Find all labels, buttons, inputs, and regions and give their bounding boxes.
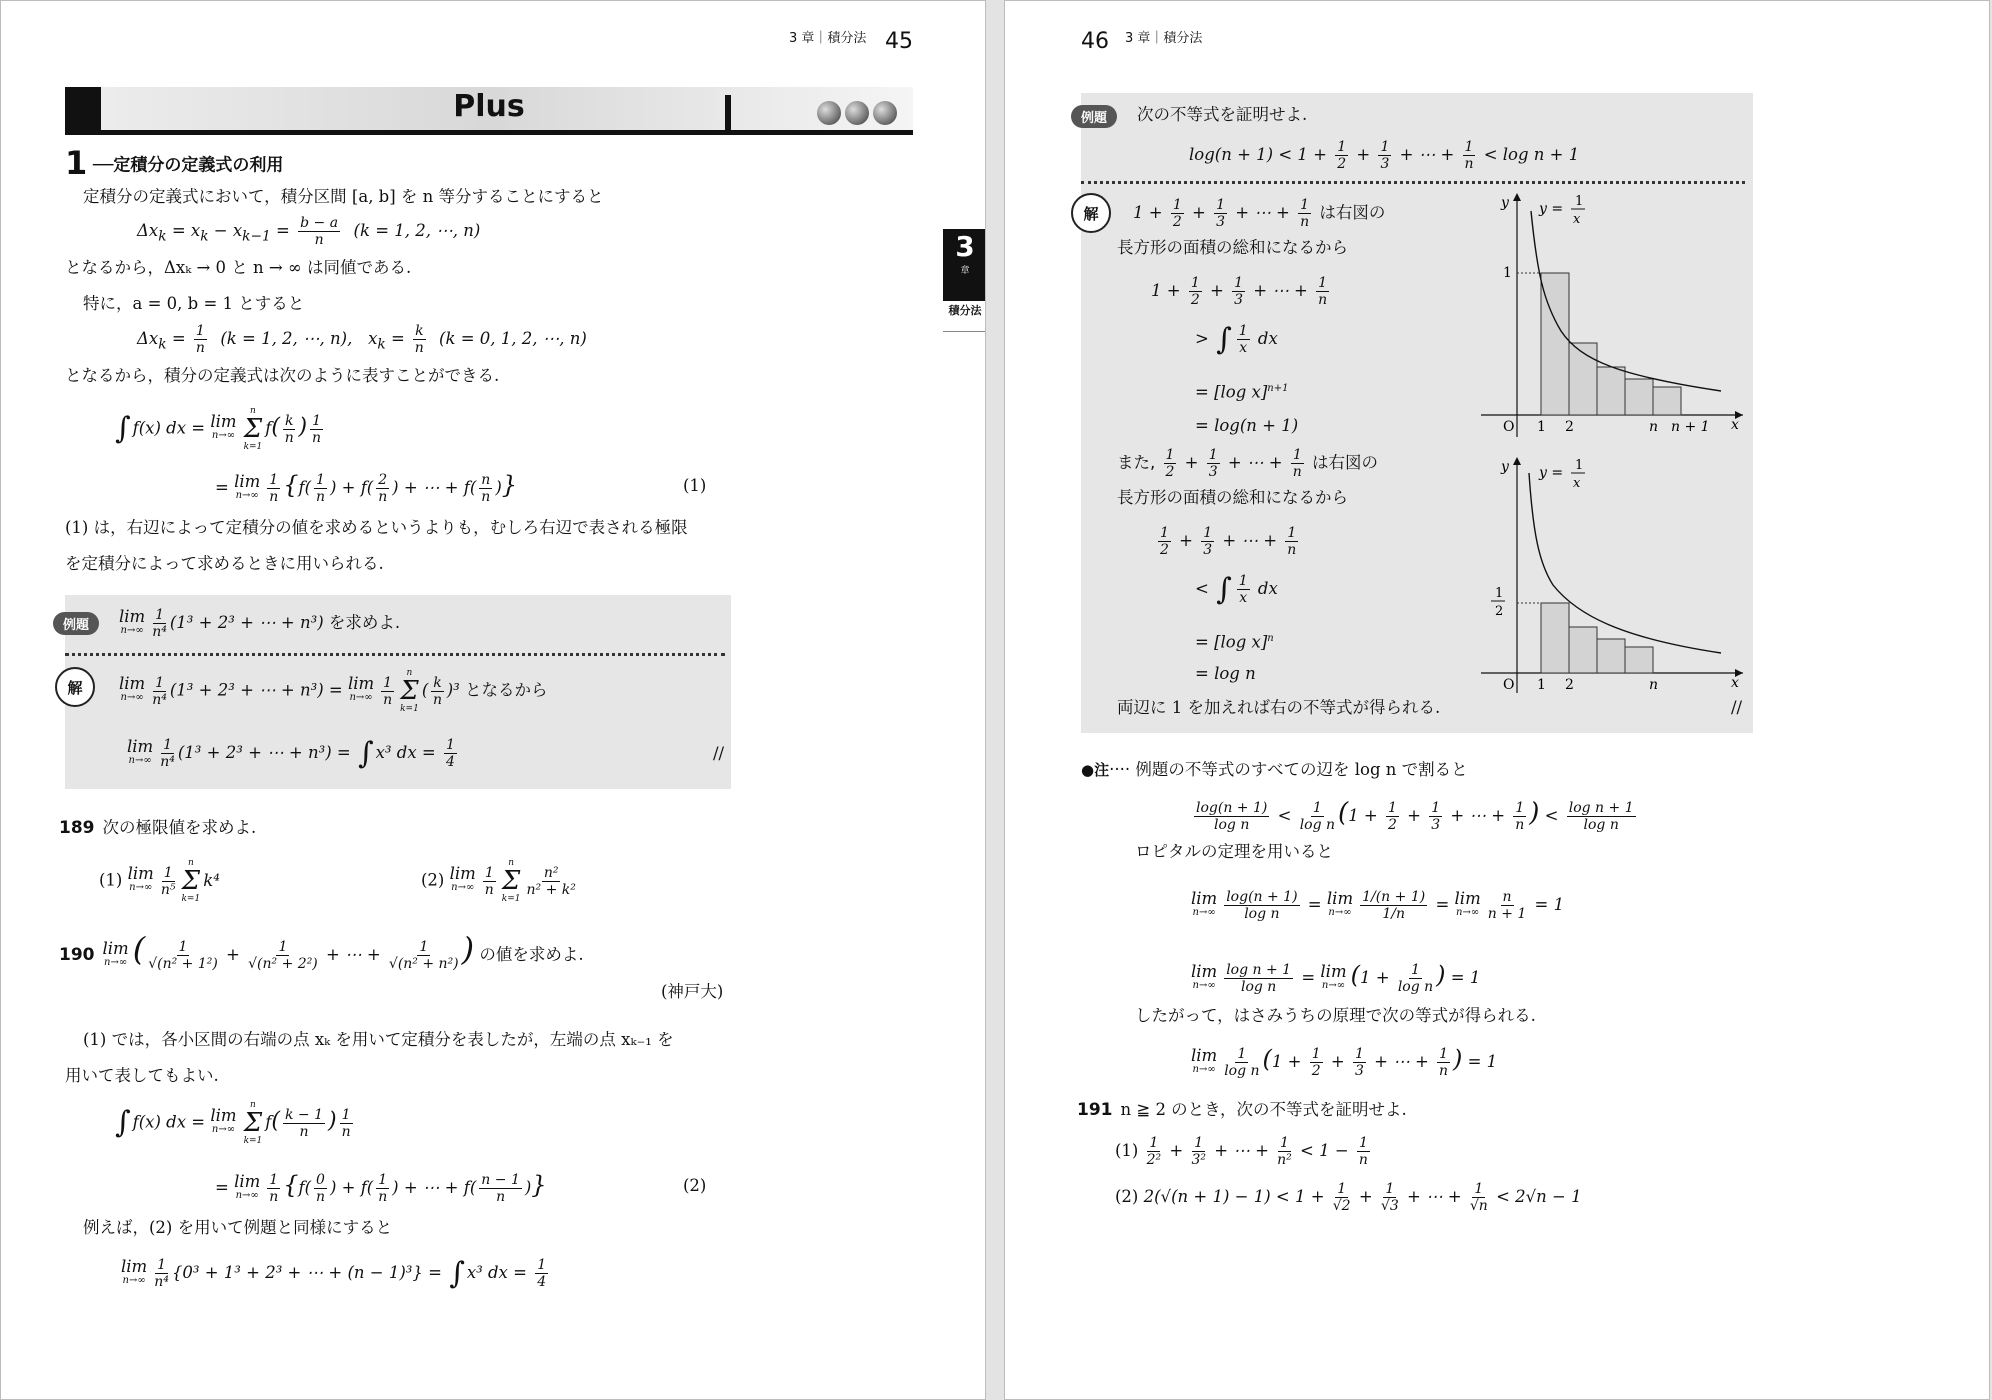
paragraph: 用いて表してもよい. [65,1066,219,1085]
example-badge: 例題 [53,612,99,635]
part-label: (1) [1115,1141,1139,1160]
problem-189-part: (2) lim n→∞ $\frac{1}{n}$ n Σ k=1 $\frac{\text{n²}}{\text{n² + k²}}$ [421,858,576,904]
banner-dot-icon [845,101,869,125]
plus-banner-title: Plus [453,89,525,124]
right-page-number: 46 [1081,29,1109,54]
right-page [1004,0,1990,1400]
equation: = lim n→∞ $\frac{1}{n}$ {f( $\frac{0}{n}$ ) + f( $\frac{1}{n}$ ) + ⋯ + f( $\frac{n - 1}{n}$ )} [215,1171,547,1205]
qed-mark: // [713,744,725,763]
right-running-header: 3 章｜積分法 [1125,31,1203,46]
paragraph: を定積分によって求めるときに用いられる. [65,554,384,573]
note-equation: lim n→∞ $\frac{\text{log n + 1}}{\text{log n}}$ = lim n→∞ (1 + $\frac{1}{\text{log n}}$ ) = 1 [1191,961,1481,995]
problem-text: n ≧ 2 のとき，次の不等式を証明せよ. [1120,1100,1407,1119]
equation: $\Delta x_k = x_k - x_{k-1}$ = $\frac{b - a}{n}$ (k = 1, 2, ⋯, n) [137,215,481,248]
curve-label-den: x [1573,212,1581,227]
problem-number: 190 [59,945,95,965]
part-label: (2) [421,870,445,890]
graph-y-label: y [1501,459,1509,475]
banner-dot-icon [873,101,897,125]
solution-text: は右図の [1311,453,1378,472]
solution-step: lim n→∞ $\frac{1}{\text{n⁴}}$ (1³ + 2³ + ⋯ + n³) = ∫ x³ dx = $\frac{1}{4}$ [127,735,455,771]
solution-step: > ∫ $\frac{1}{x}$ dx [1195,321,1278,357]
note-text: したがって，はさみうちの原理で次の等式が得られる. [1135,1006,1536,1025]
paragraph: 特に，a = 0, b = 1 とすると [83,294,305,313]
equation: ∫ f(x) dx = lim n→∞ n Σ k=1 f( $\frac{k - 1}{n}$ ) $\frac{1}{n}$ [115,1100,351,1146]
equation: $\Delta x_k$ = $\frac{1}{n}$ (k = 1, 2, ⋯, n), $x_k$ = $\frac{k}{n}$ (k = 0, 1, 2, ⋯, n) [137,323,587,356]
paragraph: (1) では，各小区間の右端の点 xₖ を用いて定積分を表したが，左端の点 xₖ₋₁ を [83,1030,674,1049]
solution-step: また, $\frac{1}{2}$ + $\frac{1}{3}$ + ⋯ + $\frac{1}{n}$ は右図の [1117,447,1378,480]
note-label: ●注 [1081,761,1110,779]
solution-step: = [log x]$^n$ [1195,632,1274,652]
riemann-lower-graph [1481,453,1751,697]
equation-label: (1) [683,476,707,495]
dotted-divider [65,653,725,656]
example-suffix: を求めよ. [328,613,401,632]
graph-tick-label: 1 [1537,677,1546,693]
solution-step: $\frac{1}{2}$ + $\frac{1}{3}$ + ⋯ + $\frac{1}{n}$ [1160,525,1297,558]
chapter-tab-number: 3 [955,230,975,263]
chapter-tab-title: 積分法 [943,305,986,332]
problem-190: 190 lim n→∞ ( $\frac{1}{\text{√(n² + 1²)}}$ + $\frac{1}{\text{√(n² + 2²)}}$ + ⋯ + $\frac{1}{\text{√(n² + n²)}}$ ) の値を求めよ. [59,930,584,972]
example-problem: lim n→∞ $\frac{1}{\text{n⁴}}$ (1³ + 2³ + ⋯ + n³) を求めよ. [119,606,401,640]
equation: ∫ f(x) dx = lim n→∞ n Σ k=1 f( $\frac{k}{n}$ ) $\frac{1}{n}$ [115,406,322,452]
graph-tick-label: n + 1 [1671,419,1710,435]
note-heading: ●注···· 例題の不等式のすべての辺を log n で割ると [1081,760,1468,779]
paragraph: となるから，積分の定義式は次のように表すことができる. [65,366,500,385]
equation: = lim n→∞ $\frac{1}{n}$ {f( $\frac{1}{n}$ ) + f( $\frac{2}{n}$ ) + ⋯ + f( $\frac{n}{n}$ )} [215,471,518,505]
graph-x-label: x [1731,675,1739,691]
solution-step: lim n→∞ $\frac{1}{\text{n⁴}}$ (1³ + 2³ + ⋯ + n³) = lim n→∞ $\frac{1}{n}$ n Σ k=1 ( $\frac{k}{n}$ )³ となるから [119,668,548,714]
example-text: 次の不等式を証明せよ. [1137,105,1308,124]
solution-text: は右図の [1319,203,1386,222]
left-running-header: 3 章｜積分法 [789,31,867,46]
graph-tick-label: 2 [1565,419,1574,435]
example-badge: 例題 [1071,105,1117,128]
curve-label-den: x [1573,476,1581,491]
problem-191 [1077,1097,1407,1123]
part-label: (1) [99,870,123,890]
riemann-upper-graph [1481,191,1751,441]
graph-tick-label: 1 [1503,265,1512,281]
chapter-tab-suffix: 章 [960,266,970,276]
solution-text: 長方形の面積の総和になるから [1117,488,1348,507]
section-title: ──定積分の定義式の利用 [92,155,284,176]
problem-189-part: (1) lim n→∞ $\frac{1}{\text{n⁵}}$ n Σ k=1 k⁴ [99,858,220,904]
problem-191-part: (2) 2(√(n + 1) − 1) < 1 + $\frac{1}{√2}$ + $\frac{1}{√3}$ + ⋯ + $\frac{1}{√n}$ < 2√n − 1 [1115,1181,1582,1214]
solution-step: = [log x]$^{n+1}$ [1195,382,1289,402]
solution-text: また, [1117,453,1156,472]
problem-number: 191 [1077,1100,1113,1120]
graph-tick-label: n [1649,677,1659,693]
left-page [0,0,986,1400]
solution-step: = log n [1195,664,1256,683]
note-equation: $\frac{\log(n + 1)}{\text{log n}}$ < $\frac{1}{\text{log n}}$ (1 + $\frac{1}{2}$ + $\frac{1}{3}$ + ⋯ + $\frac{1}{n}$ ) < $\frac{\text{log n + 1}}{\text{log n}}$ [1196,798,1634,833]
graph-tick-label: 2 [1495,604,1504,619]
curve-label-num: 1 [1575,194,1584,209]
graph-x-label: x [1731,417,1739,433]
problem-source: (神戸大) [661,982,724,1001]
problem-191-part: (1) $\frac{1}{\text{2²}}$ + $\frac{1}{\text{3²}}$ + ⋯ + $\frac{1}{\text{n²}}$ < 1 − $\frac{1}{n}$ [1115,1135,1368,1168]
example-inequality: log(n + 1) < 1 + $\frac{1}{2}$ + $\frac{1}{3}$ + ⋯ + $\frac{1}{n}$ < log n + 1 [1189,139,1580,172]
equation-label: (2) [683,1176,707,1195]
note-text: 例題の不等式のすべての辺を log n で割ると [1135,760,1468,779]
section-heading [65,144,283,182]
part-label: (2) [1115,1187,1139,1206]
paragraph: となるから，Δxₖ → 0 と n → ∞ は同値である. [65,258,412,277]
left-page-number: 45 [885,29,913,54]
solution-step: 1 + $\frac{1}{2}$ + $\frac{1}{3}$ + ⋯ + $\frac{1}{n}$ は右図の [1133,197,1386,230]
paragraph: 定積分の定義式において，積分区間 [a, b] を n 等分することにすると [83,187,604,206]
note-equation: lim n→∞ $\frac{\log(n + 1)}{\text{log n}}$ = lim n→∞ $\frac{1/(n + 1)}{1/n}$ = lim n→∞ $\frac{n}{n + 1}$ = 1 [1191,888,1565,922]
solution-badge: 解 [55,667,95,707]
solution-badge: 解 [1071,193,1111,233]
graph-tick-label: 1 [1495,586,1504,601]
graph-origin: O [1503,419,1515,435]
qed-mark: // [1731,698,1743,717]
graph-tick-label: 2 [1565,677,1574,693]
graph-y-label: y [1501,195,1509,211]
solution-step: < ∫ $\frac{1}{x}$ dx [1195,571,1278,607]
graph-origin: O [1503,677,1515,693]
solution-suffix: となるから [465,680,548,700]
curve-label-num: 1 [1575,458,1584,473]
graph-tick-label: n [1649,419,1659,435]
curve-label: y = [1539,201,1564,217]
section-number: 1 [65,144,88,182]
solution-text: 両辺に 1 を加えれば右の不等式が得られる. [1117,698,1441,717]
problem-text: 次の極限値を求めよ. [102,818,257,837]
note-equation: lim n→∞ $\frac{1}{\text{log n}}$ (1 + $\frac{1}{2}$ + $\frac{1}{3}$ + ⋯ + $\frac{1}{n}$ ) = 1 [1191,1045,1498,1079]
note-text: ロピタルの定理を用いると [1135,842,1333,861]
equation: lim n→∞ $\frac{1}{\text{n⁴}}$ {0³ + 1³ + 2³ + ⋯ + (n − 1)³} = ∫ x³ dx = $\frac{1}{4}$ [121,1255,547,1291]
problem-number: 189 [59,818,95,838]
paragraph: (1) は，右辺によって定積分の値を求めるというよりも，むしろ右辺で表される極限 [65,518,688,537]
problem-189 [59,815,256,841]
solution-text: 長方形の面積の総和になるから [1117,238,1348,257]
problem-text: の値を求めよ. [479,945,584,964]
solution-step: = log(n + 1) [1195,416,1299,435]
curve-label: y = [1539,465,1564,481]
graph-tick-label: 1 [1537,419,1546,435]
banner-dot-icon [817,101,841,125]
solution-step: 1 + $\frac{1}{2}$ + $\frac{1}{3}$ + ⋯ + $\frac{1}{n}$ [1151,275,1328,308]
chapter-tab [943,229,986,301]
plus-banner [65,87,913,131]
paragraph: 例えば，(2) を用いて例題と同様にすると [83,1218,393,1237]
dotted-divider [1081,181,1745,184]
